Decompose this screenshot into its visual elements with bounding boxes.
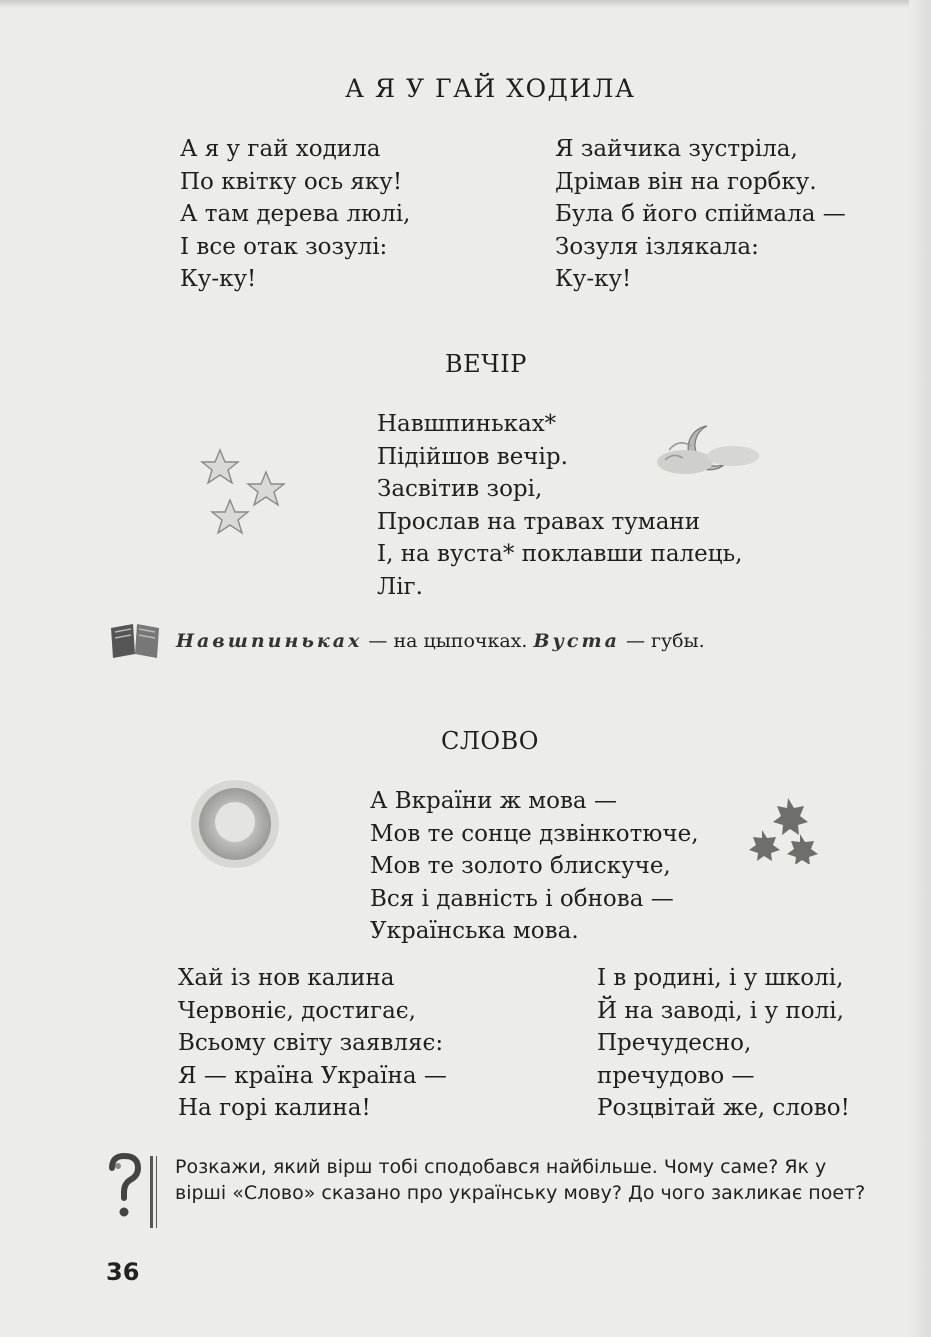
poem1-title: А Я У ГАЙ ХОДИЛА [345, 74, 636, 103]
leaves-icon [748, 794, 824, 864]
poem-line: Ліг. [377, 573, 423, 600]
poem-line: Мов те сонце дзвінкотюче, [370, 820, 699, 847]
poem-line: пречудово — [597, 1062, 755, 1089]
poem-line: А Вкраїни ж мова — [370, 788, 617, 814]
poem-line: Засвітив зорі, [377, 476, 543, 502]
page-edge-right [909, 0, 931, 1337]
footnote-term: Навшпиньках [176, 630, 363, 652]
poem-line: Розцвітай же, слово! [597, 1095, 850, 1121]
page-number: 36 [106, 1258, 140, 1286]
poem2-title: ВЕЧІР [445, 350, 527, 378]
poem-line: А я у гай ходила [180, 136, 381, 162]
poem-line: Прослав на травах тумани [377, 508, 701, 535]
poem-line: Хай із нов калина [178, 965, 395, 991]
poem-line: Червоніє, достигає, [178, 997, 416, 1024]
poem-line: Ку-ку! [180, 266, 257, 292]
poem-line: Дрімав він на горбку. [555, 168, 817, 195]
poem1-right-stanza [555, 133, 846, 296]
poem-line: Й на заводі, і у полі, [597, 997, 844, 1024]
sun-icon [183, 778, 287, 870]
poem-line: Була б його спіймала — [555, 201, 846, 227]
poem-line: Навшпиньках* [377, 411, 557, 437]
poem-line: Ку-ку! [555, 266, 632, 292]
poem-line: Вся і давність і обнова — [370, 885, 674, 912]
book-icon [107, 620, 163, 660]
poem-line: А там дерева люлі, [180, 201, 411, 227]
poem-line: Підійшов вечір. [377, 443, 568, 470]
poem1-left-stanza [180, 133, 410, 296]
footnote-definition: — на цыпочках. [362, 630, 534, 652]
footnote [176, 630, 705, 652]
footnote-definition: — губы. [619, 630, 705, 652]
poem-line: На горі калина! [178, 1095, 371, 1121]
question-divider [156, 1156, 157, 1228]
poem-line: І в родині, і у школі, [597, 965, 844, 991]
stars-icon [198, 448, 294, 540]
poem-line: Я зайчика зустріла, [555, 136, 798, 162]
poem3-left-stanza [178, 962, 447, 1125]
poem-line: І, на вуста* поклавши палець, [377, 541, 743, 567]
poem-line: І все отак зозулі: [180, 233, 388, 260]
poem-line: Пречудесно, [597, 1030, 752, 1056]
poem3-stanza1 [370, 785, 699, 948]
question-text: Розкажи, який вірш тобі сподобався найбільше. Чому саме? Як у вірші «Слово» сказано про українську мову? До чого закликає поет? [175, 1156, 866, 1204]
poem-line: По квітку ось яку! [180, 168, 403, 195]
poem-line: Мов те золото блискуче, [370, 853, 671, 879]
question-icon [104, 1152, 144, 1224]
footnote-term: Вуста [533, 630, 620, 652]
poem3-title: СЛОВО [441, 727, 539, 755]
poem3-right-stanza [597, 962, 850, 1125]
poem-line: Зозуля ізлякала: [555, 233, 759, 260]
poem-line: Всьому світу заявляє: [178, 1030, 444, 1056]
moon-cloud-icon [655, 420, 763, 480]
poem-line: Українська мова. [370, 918, 579, 944]
question-divider [150, 1156, 153, 1228]
poem-line: Я — країна Україна — [178, 1062, 447, 1089]
page-edge [0, 0, 931, 8]
